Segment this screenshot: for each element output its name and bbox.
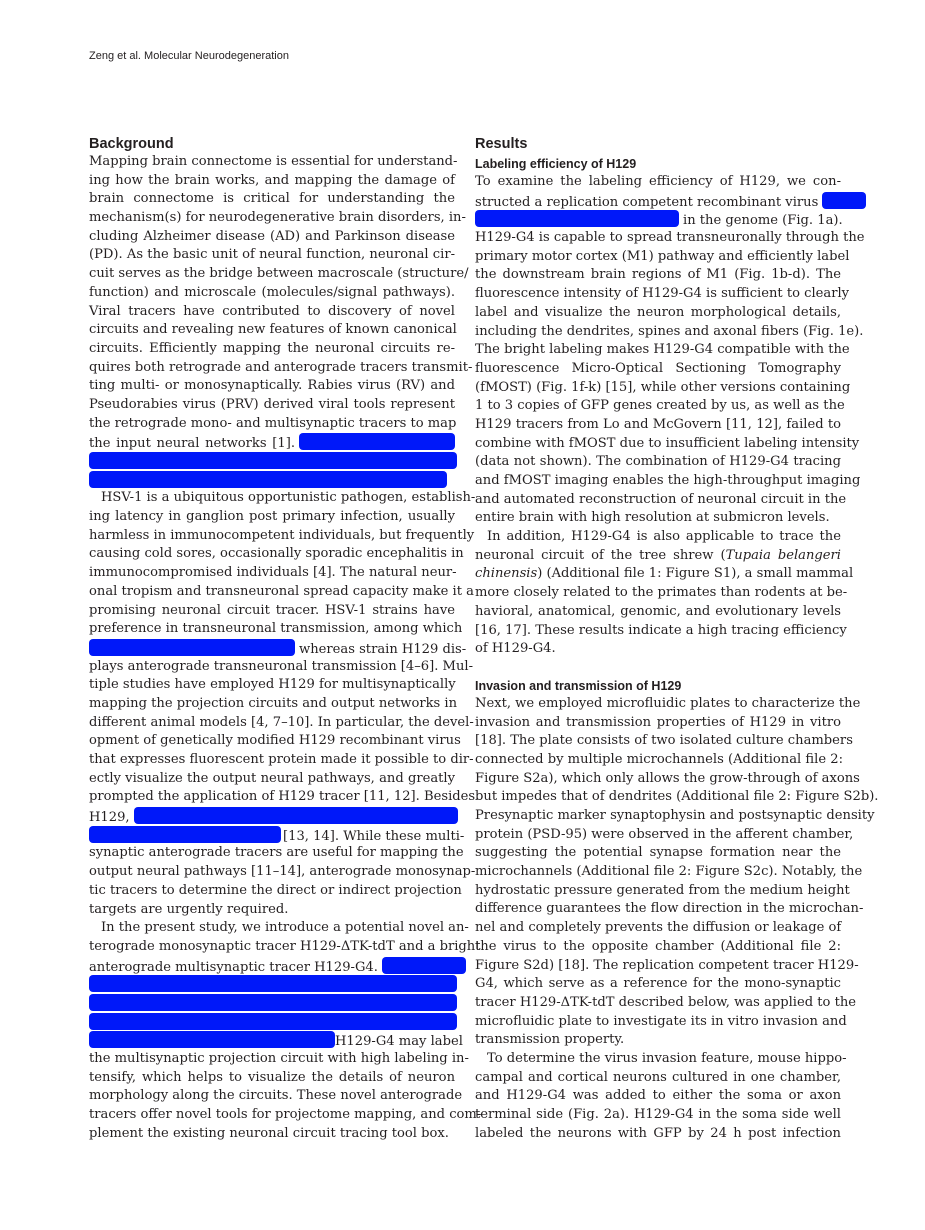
text-line: terograde monosynaptic tracer H129-ΔTK-tdT and a bright (89, 938, 481, 954)
section-heading-background: Background (89, 136, 174, 152)
text-line: fluorescence intensity of H129-G4 is sufficient to clearly (475, 286, 850, 302)
text-line: structed a replication competent recombinant virus (475, 192, 841, 211)
text-line: synaptic anterograde tracers are useful for mapping the (89, 845, 464, 861)
text-line: HSV-1 is a ubiquitous opportunistic pathogen, establish- (101, 490, 476, 506)
text-line: microfluidic plate to investigate its in vitro invasion and (475, 1013, 847, 1029)
text-line (89, 452, 455, 471)
text-line: To examine the labeling efficiency of H129, we con- (475, 174, 841, 189)
text-line: promising neuronal circuit tracer. HSV-1 strains have (89, 602, 455, 618)
text-line: neuronal circuit of the tree shrew (Tupaia belangeri (475, 547, 841, 563)
text-line: causing cold sores, occasionally sporadic encephalitis in (89, 546, 464, 562)
text-line: mapping the projection circuits and output networks in (89, 695, 458, 711)
text-line: difference guarantees the flow direction in the microchan- (475, 901, 864, 917)
text-line: the retrograde mono- and multisynaptic tracers to map (89, 415, 457, 431)
text-line: havioral, anatomical, genomic, and evolutionary levels (475, 603, 841, 619)
redaction-block (299, 433, 455, 450)
text-line: circuits and revealing new features of known canonical (89, 322, 457, 338)
redaction-block (89, 975, 457, 992)
text-line: fluorescence Micro-Optical Sectioning Tomography (475, 360, 841, 376)
section-heading-results: Results (475, 136, 528, 152)
text-line: cluding Alzheimer disease (AD) and Parkinson disease (89, 228, 455, 244)
text-line: labeled the neurons with GFP by 24 h post infection (475, 1125, 841, 1141)
text-line: whereas strain H129 dis- (89, 639, 455, 658)
left-column (89, 135, 482, 1143)
text-line: opment of genetically modified H129 recombinant virus (89, 733, 461, 749)
redaction-block (475, 210, 679, 227)
redaction-block (89, 452, 457, 469)
text-line: connected by multiple microchannels (Additional file 2: (475, 751, 843, 767)
text-line: preference in transneuronal transmission, among which (89, 621, 463, 637)
text-line: the multisynaptic projection circuit with high labeling in- (89, 1051, 469, 1066)
text-line: quires both retrograde and anterograde tracers transmit- (89, 359, 473, 375)
text-line: tiple studies have employed H129 for multisynaptically (89, 677, 456, 693)
text-line: G4, which serve as a reference for the mono-synaptic (475, 976, 841, 992)
text-line: 1 to 3 copies of GFP genes created by us, as well as the (475, 398, 845, 414)
text-line: [13, 14]. While these multi- (89, 826, 455, 845)
text-line: Viral tracers have contributed to discovery of novel (89, 303, 455, 319)
text-line: brain connectome is critical for understanding the (89, 191, 455, 207)
text-line: and H129-G4 was added to either the soma or axon (475, 1088, 841, 1104)
text-line: the downstream brain regions of M1 (Fig. 1b-d). The (475, 267, 841, 283)
text-line: in the genome (Fig. 1a). (475, 210, 841, 229)
text-line: the virus to the opposite chamber (Additional file 2: (475, 938, 841, 954)
text-line: In addition, H129-G4 is also applicable to trace the (487, 529, 841, 545)
text-line (89, 1013, 455, 1032)
text-line: tracers offer novel tools for projectome mapping, and com- (89, 1107, 482, 1123)
text-line: Next, we employed microfluidic plates to characterize the (475, 695, 861, 711)
text-line (89, 975, 455, 994)
right-column (475, 135, 879, 1143)
text-line: ing latency in ganglion post primary infection, usually (89, 509, 455, 525)
text-line (89, 994, 455, 1013)
text-line: [16, 17]. These results indicate a high tracing efficiency (475, 622, 847, 638)
text-line: (fMOST) (Fig. 1f-k) [15], while other versions containing (475, 379, 851, 395)
redaction-block (822, 192, 866, 209)
text-line: Figure S2d) [18]. The replication competent tracer H129- (475, 957, 859, 973)
text-line: ectly visualize the output neural pathways, and greatly (89, 770, 455, 786)
text-line: immunocompromised individuals [4]. The natural neur- (89, 565, 457, 581)
text-line: H129 tracers from Lo and McGovern [11, 12], failed to (475, 416, 841, 432)
text-line (89, 471, 455, 490)
text-line: tracer H129-ΔTK-tdT described below, was applied to the (475, 994, 857, 1010)
text-line: Presynaptic marker synaptophysin and postsynaptic density (475, 808, 875, 823)
redaction-block (134, 807, 458, 824)
paragraph-background-2 (89, 489, 476, 639)
redaction-block (89, 1013, 457, 1030)
paragraph-results-2 (475, 584, 848, 640)
text-line: plement the existing neuronal circuit tracing tool box. (89, 1125, 449, 1141)
text-line: morphology along the circuits. These novel anterograde (89, 1088, 463, 1104)
text-line: plays anterograde transneuronal transmission [4–6]. Mul- (89, 658, 474, 674)
text-line: that expresses fluorescent protein made it possible to dir- (89, 752, 474, 767)
paragraph-results-1 (475, 229, 865, 509)
redaction-block (89, 994, 457, 1011)
text-line: ting multi- or monosynaptically. Rabies virus (RV) and (89, 378, 455, 394)
text-line: hydrostatic pressure generated from the medium height (475, 882, 850, 898)
text-line: combine with fMOST due to insufficient labeling intensity (475, 435, 860, 451)
running-header: Zeng et al. Molecular Neurodegeneration (89, 50, 289, 62)
text-line: more closely related to the primates than rodents at be- (475, 585, 848, 601)
text-line: entire brain with high resolution at submicron levels. (475, 510, 830, 526)
text-line: nel and completely prevents the diffusion or leakage of (475, 920, 842, 936)
text-line: Figure S2a), which only allows the grow-through of axons (475, 770, 860, 786)
text-line: Mapping brain connectome is essential for understand- (89, 154, 458, 169)
text-line: tensify, which helps to visualize the details of neuron (89, 1069, 455, 1085)
redaction-block (89, 639, 295, 656)
text-line: ing how the brain works, and mapping the damage of (89, 172, 455, 188)
text-line: Pseudorabies virus (PRV) derived viral tools represent (89, 396, 455, 412)
text-line: H129, (89, 807, 455, 826)
text-line: tic tracers to determine the direct or indirect projection (89, 882, 462, 898)
paragraph-results-3 (475, 695, 879, 1031)
text-line: The bright labeling makes H129-G4 compatible with the (475, 342, 850, 358)
text-line: H129-G4 is capable to spread transneuronally through the (475, 230, 865, 246)
redaction-block (89, 471, 447, 488)
redaction-block (89, 1031, 335, 1048)
subheading-invasion-transmission: Invasion and transmission of H129 (475, 678, 682, 693)
paragraph-background-3 (89, 919, 481, 956)
text-line: anterograde multisynaptic tracer H129-G4. (89, 957, 455, 976)
text-line: In the present study, we introduce a potential novel an- (101, 920, 469, 936)
text-line: (PD). As the basic unit of neural function, neuronal cir- (89, 247, 455, 263)
text-line: function) and microscale (molecules/signal pathways). (89, 284, 455, 300)
text-line: terminal side (Fig. 2a). H129-G4 in the soma side well (475, 1107, 841, 1122)
text-line: suggesting the potential synapse formation near the (475, 845, 841, 861)
text-line: H129-G4 may label (89, 1031, 455, 1050)
redaction-block (89, 826, 281, 843)
text-line: different animal models [4, 7–10]. In particular, the devel- (89, 714, 474, 730)
text-line: of H129-G4. (475, 641, 556, 657)
text-line: campal and cortical neurons cultured in one chamber, (475, 1069, 841, 1085)
text-line: primary motor cortex (M1) pathway and efficiently label (475, 248, 850, 264)
text-line: circuits. Efficiently mapping the neuronal circuits re- (89, 340, 455, 356)
text-line: but impedes that of dendrites (Additional file 2: Figure S2b). (475, 789, 879, 805)
text-line: protein (PSD-95) were observed in the afferent chamber, (475, 826, 854, 842)
text-line: invasion and transmission properties of H129 in vitro (475, 714, 841, 730)
subheading-labeling-efficiency: Labeling efficiency of H129 (475, 157, 637, 171)
text-line: [18]. The plate consists of two isolated culture chambers (475, 733, 853, 749)
text-line: targets are urgently required. (89, 901, 289, 917)
text-line: cuit serves as the bridge between macroscale (structure/ (89, 266, 469, 282)
text-line: prompted the application of H129 tracer [11, 12]. Besides (89, 789, 476, 805)
text-line: and automated reconstruction of neuronal circuit in the (475, 491, 847, 507)
text-line: transmission property. (475, 1032, 625, 1048)
text-line: (data not shown). The combination of H129-G4 tracing (475, 454, 841, 470)
redaction-block (382, 957, 466, 974)
paragraph-background-1 (89, 153, 473, 433)
text-line: onal tropism and transneuronal spread capacity make it a (89, 583, 474, 599)
text-line: mechanism(s) for neurodegenerative brain disorders, in- (89, 210, 466, 226)
text-line: including the dendrites, spines and axonal fibers (Fig. 1e). (475, 323, 864, 339)
text-line: To determine the virus invasion feature, mouse hippo- (487, 1050, 847, 1066)
text-line: and fMOST imaging enables the high-throughput imaging (475, 473, 861, 488)
text-line: output neural pathways [11–14], anterograde monosynap- (89, 864, 476, 880)
text-line: the input neural networks [1]. (89, 433, 455, 452)
text-line: chinensis) (Additional file 1: Figure S1), a small mammal (475, 566, 854, 582)
text-line: harmless in immunocompetent individuals, but frequently (89, 527, 475, 543)
paragraph-results-4 (475, 1050, 847, 1143)
text-line: microchannels (Additional file 2: Figure S2c). Notably, the (475, 864, 863, 880)
text-line: label and visualize the neuron morphological details, (475, 304, 841, 320)
